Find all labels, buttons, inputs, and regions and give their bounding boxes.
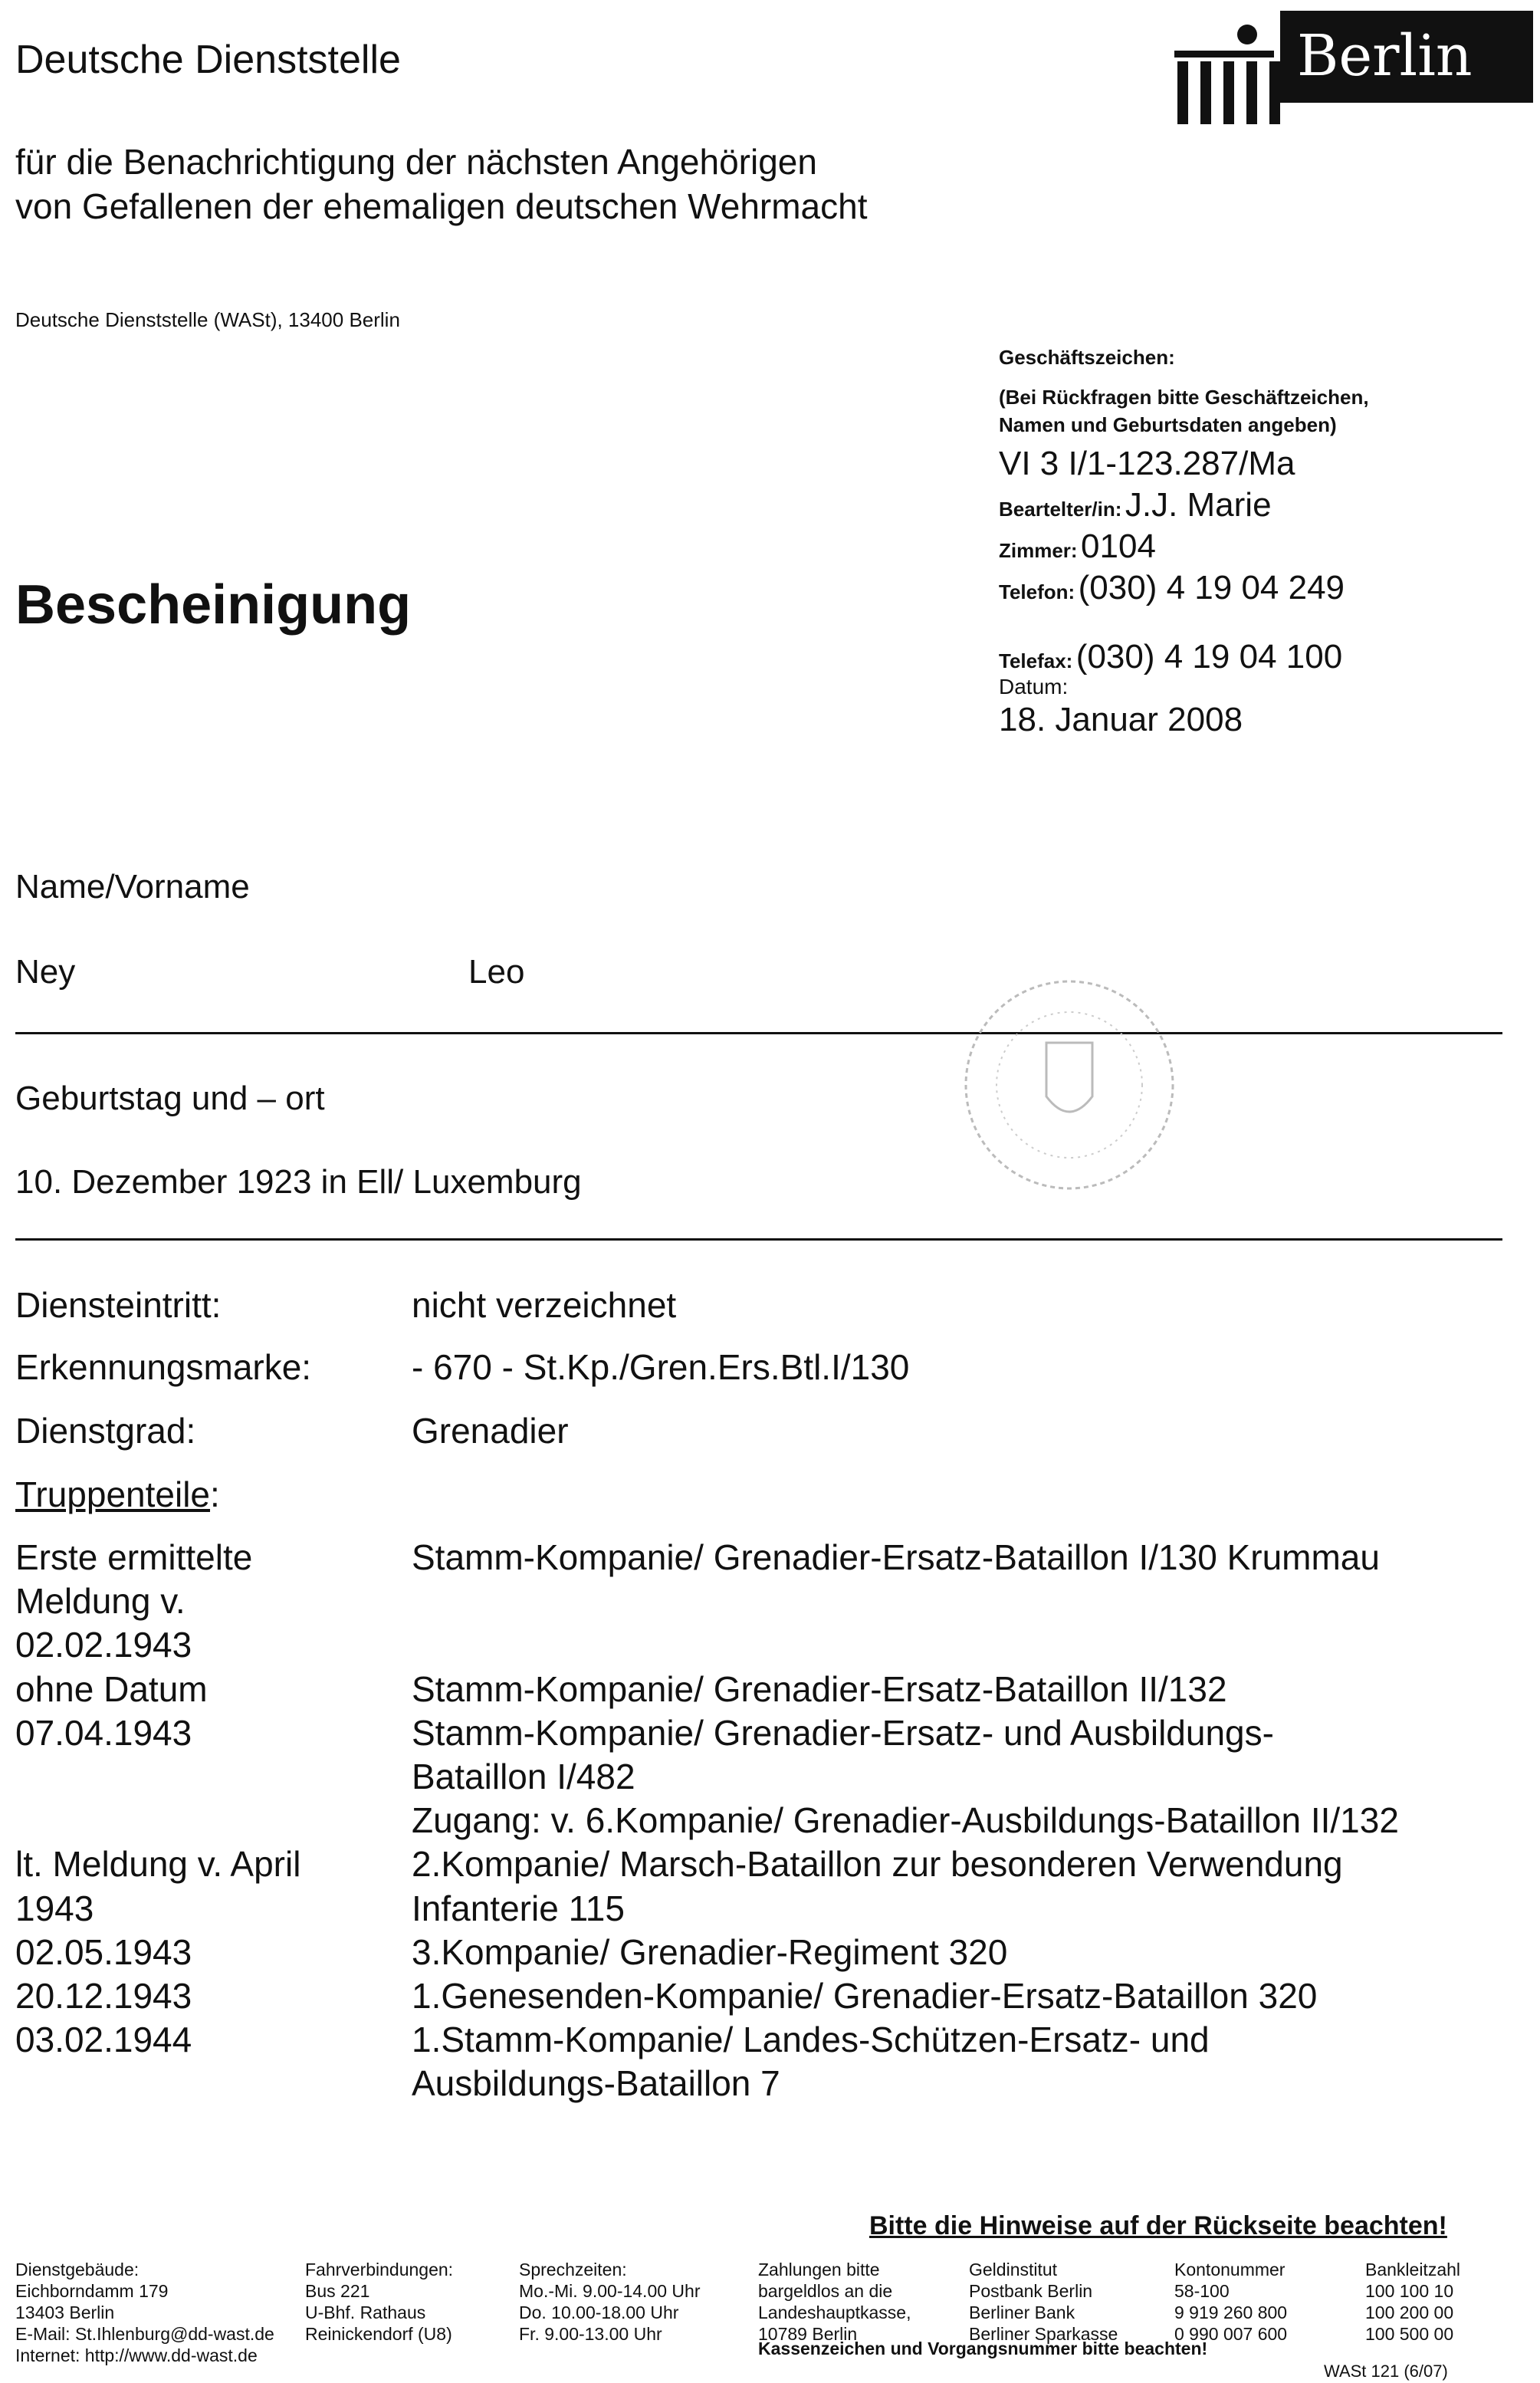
logo-text: Berlin: [1297, 23, 1473, 89]
clerk-label: Beartelter/in:: [999, 498, 1122, 521]
footer-line: 10789 Berlin: [758, 2324, 858, 2344]
footer-line: Fr. 9.00-13.00 Uhr: [519, 2324, 662, 2344]
unit-date-9: 02.05.1943: [15, 1931, 192, 1972]
unit-date-7: lt. Meldung v. April: [15, 1844, 301, 1885]
tag-label: Erkennungsmarke:: [15, 1347, 312, 1387]
footer-line: 0 990 007 600: [1174, 2324, 1288, 2344]
footer-line: E-Mail: St.Ihlenburg@dd-wast.de: [15, 2324, 274, 2344]
reference-note-2: Namen und Geburtsdaten angeben): [999, 413, 1337, 436]
official-stamp: [958, 935, 1180, 1242]
unit-date-8: 1943: [15, 1888, 94, 1928]
footer-line: Berliner Sparkasse: [969, 2324, 1118, 2344]
unit-unit-12: Ausbildungs-Bataillon 7: [412, 2063, 780, 2104]
divider: [15, 1238, 1502, 1241]
cash-note: Kassenzeichen und Vorgangsnummer bitte beachten!: [758, 2339, 1208, 2358]
unit-date-1: Meldung v.: [15, 1581, 186, 1622]
rank-label: Dienstgrad:: [15, 1411, 196, 1451]
footer-column: [15, 2259, 274, 2366]
footer-column: [758, 2259, 911, 2345]
unit-unit-0: Stamm-Kompanie/ Grenadier-Ersatz-Bataillon I/130 Krummau: [412, 1537, 1380, 1577]
footer-line: bargeldlos an die: [758, 2281, 893, 2301]
fax-number: (030) 4 19 04 100: [1075, 638, 1343, 675]
first-name: Leo: [468, 953, 525, 991]
form-id: WASt 121 (6/07): [1324, 2362, 1448, 2381]
footer-line: Sprechzeiten:: [519, 2260, 627, 2279]
surname: Ney: [15, 953, 76, 991]
unit-unit-9: 3.Kompanie/ Grenadier-Regiment 320: [412, 1931, 1008, 1972]
footer-column: [969, 2259, 1118, 2345]
footer-line: Do. 10.00-18.00 Uhr: [519, 2302, 679, 2322]
footer-line: Zahlungen bitte: [758, 2260, 880, 2279]
tag-value: - 670 - St.Kp./Gren.Ers.Btl.I/130: [412, 1347, 910, 1387]
name-label: Name/Vorname: [15, 868, 250, 906]
unit-unit-8: Infanterie 115: [412, 1888, 625, 1928]
footer-column: [519, 2259, 700, 2345]
unit-unit-4: Stamm-Kompanie/ Grenadier-Ersatz- und Ausbildungs-: [412, 1712, 1274, 1753]
footer-line: Fahrverbindungen:: [305, 2260, 454, 2279]
footer-line: 9 919 260 800: [1174, 2302, 1288, 2322]
reference-label: Geschäftszeichen:: [999, 346, 1175, 369]
footer-line: Reinickendorf (U8): [305, 2324, 452, 2344]
document-title: Bescheinigung: [15, 574, 412, 636]
footer-line: Kontonummer: [1174, 2260, 1286, 2279]
unit-unit-5: Bataillon I/482: [412, 1757, 635, 1796]
entry-label: Diensteintritt:: [15, 1285, 222, 1325]
date-label: Datum:: [999, 675, 1069, 698]
footer-line: Postbank Berlin: [969, 2281, 1093, 2301]
phone-number: (030) 4 19 04 249: [1078, 569, 1345, 606]
unit-unit-11: 1.Stamm-Kompanie/ Landes-Schützen-Ersatz- und: [412, 2020, 1210, 2060]
rank-value: Grenadier: [412, 1411, 569, 1451]
units-label: Truppenteile: [15, 1474, 211, 1514]
clerk-name: J.J. Marie: [1125, 486, 1272, 524]
reference-number: VI 3 I/1-123.287/Ma: [999, 445, 1295, 482]
birth-value: 10. Dezember 1923 in Ell/ Luxemburg: [15, 1163, 582, 1201]
units-colon: :: [210, 1474, 220, 1514]
footer-line: 100 200 00: [1365, 2302, 1454, 2322]
org-subtitle-2: von Gefallenen der ehemaligen deutschen Wehrmacht: [15, 186, 868, 226]
footer-line: 100 500 00: [1365, 2324, 1454, 2344]
room-number: 0104: [1081, 528, 1156, 565]
unit-date-3: ohne Datum: [15, 1668, 208, 1709]
org-name: Deutsche Dienststelle: [15, 38, 401, 82]
unit-date-0: Erste ermittelte: [15, 1537, 253, 1577]
unit-date-10: 20.12.1943: [15, 1976, 192, 2016]
phone-label: Telefon:: [999, 580, 1075, 603]
unit-unit-10: 1.Genesenden-Kompanie/ Grenadier-Ersatz-Bataillon 320: [412, 1976, 1318, 2016]
fax-label: Telefax:: [999, 649, 1073, 672]
footer-line: 13403 Berlin: [15, 2302, 115, 2322]
unit-unit-3: Stamm-Kompanie/ Grenadier-Ersatz-Bataillon II/132: [412, 1668, 1227, 1709]
room-label: Zimmer:: [999, 539, 1078, 562]
footer-line: Bankleitzahl: [1365, 2260, 1461, 2279]
unit-date-4: 07.04.1943: [15, 1712, 192, 1753]
footer-line: Bus 221: [305, 2281, 370, 2301]
footer-line: 100 100 10: [1365, 2281, 1454, 2301]
footer-line: U-Bhf. Rathaus: [305, 2302, 426, 2322]
unit-unit-7: 2.Kompanie/ Marsch-Bataillon zur besonderen Verwendung: [412, 1844, 1343, 1885]
footer-column: [1365, 2259, 1460, 2345]
footer-line: Eichborndamm 179: [15, 2281, 169, 2301]
birth-label: Geburtstag und – ort: [15, 1080, 325, 1117]
document-date: 18. Januar 2008: [999, 701, 1243, 738]
footer-line: Landeshauptkasse,: [758, 2302, 911, 2322]
footer-line: Berliner Bank: [969, 2302, 1075, 2322]
footer-column: [305, 2259, 453, 2345]
unit-unit-6: Zugang: v. 6.Kompanie/ Grenadier-Ausbildungs-Bataillon II/132: [412, 1800, 1399, 1841]
entry-value: nicht verzeichnet: [412, 1285, 677, 1325]
divider: [15, 1032, 1502, 1034]
org-subtitle-1: für die Benachrichtigung der nächsten Angehörigen: [15, 142, 817, 182]
reference-note-1: (Bei Rückfragen bitte Geschäftzeichen,: [999, 386, 1369, 409]
sender-line: Deutsche Dienststelle (WASt), 13400 Berlin: [15, 308, 400, 331]
unit-date-11: 03.02.1944: [15, 2020, 192, 2060]
unit-date-2: 02.02.1943: [15, 1625, 192, 1665]
berlin-logo: [1174, 0, 1535, 127]
footer-column: [1174, 2259, 1287, 2345]
footer-line: Mo.-Mi. 9.00-14.00 Uhr: [519, 2281, 701, 2301]
footer-line: Internet: http://www.dd-wast.de: [15, 2345, 258, 2365]
footer-line: Dienstgebäude:: [15, 2260, 140, 2279]
reverse-side-notice: Bitte die Hinweise auf der Rückseite beachten!: [869, 2211, 1447, 2240]
footer-line: Geldinstitut: [969, 2260, 1058, 2279]
footer-line: 58-100: [1174, 2281, 1230, 2301]
